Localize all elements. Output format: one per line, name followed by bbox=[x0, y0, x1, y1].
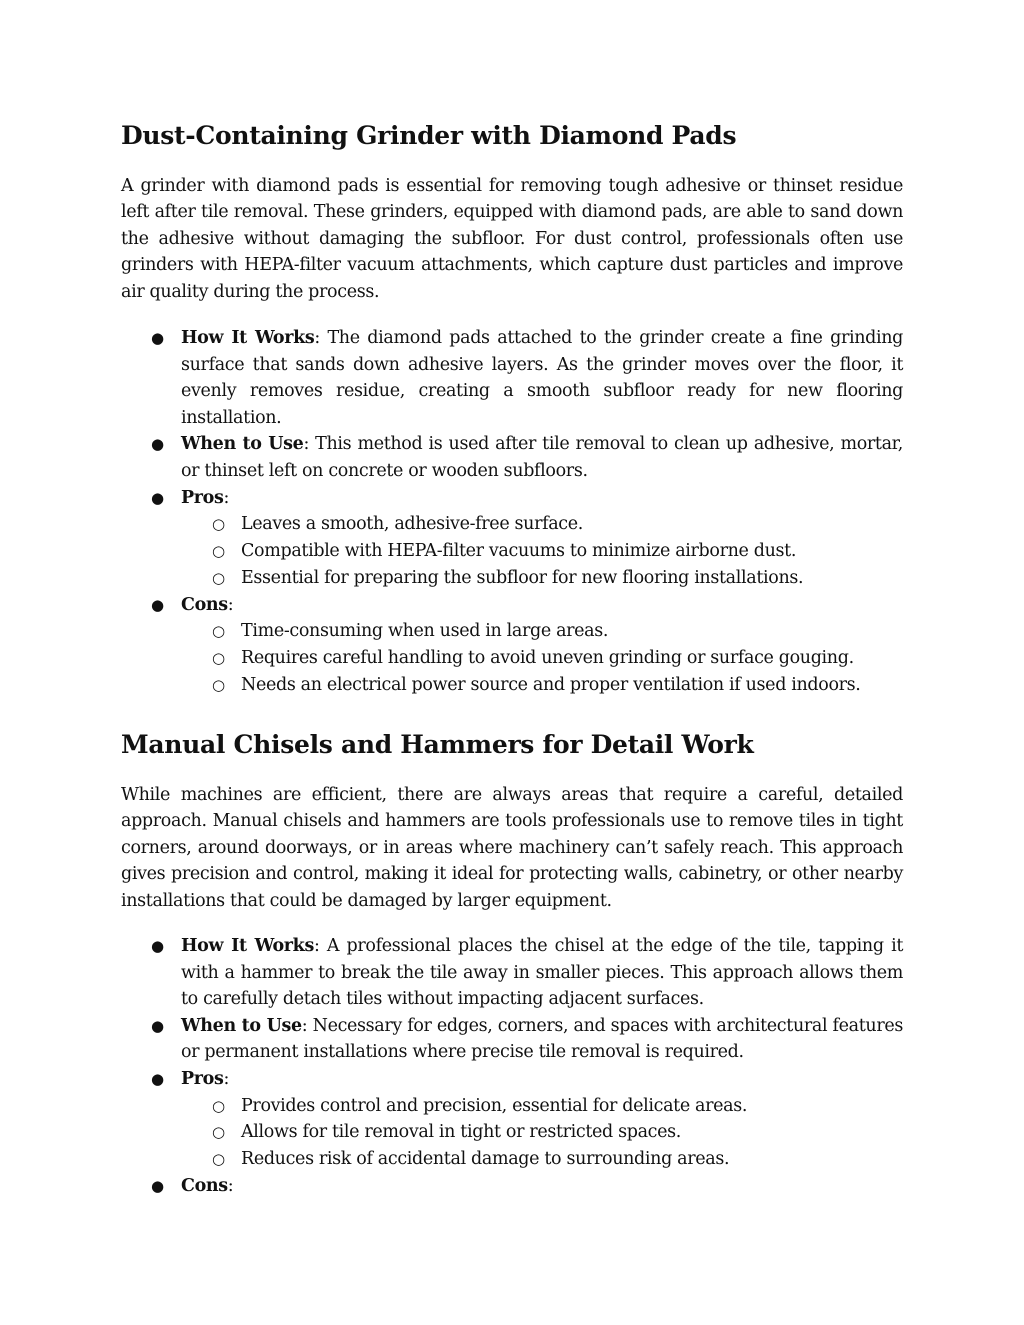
item-colon: : bbox=[227, 594, 234, 615]
section-paragraph-chisels: While machines are efficient, there are always areas that require a careful, detailed approach. Manual chisels and hammers are tools professionals use to remove tiles in tight corners, around doorways, or in areas where machinery can’t safely reach. This approach gives precision and control, making it ideal for protecting walls, cabinetry, or other nearby installations that could be damaged by larger equipment. bbox=[121, 785, 903, 911]
item-label: Cons bbox=[181, 1175, 228, 1196]
sub-item-text: Requires careful handling to avoid uneven grinding or surface gouging. bbox=[241, 647, 854, 668]
list-item-how-it-works bbox=[121, 325, 903, 431]
item-text: : A professional places the chisel at the edge of the tile, tapping it with a hammer to break the tile away in smaller pieces. This approach allows them to carefully detach tiles without impacting adjacent surfaces. bbox=[181, 936, 903, 1010]
sub-list-item bbox=[121, 538, 903, 565]
circle-bullet-icon: ○ bbox=[212, 648, 225, 667]
circle-bullet-icon: ○ bbox=[212, 1096, 225, 1115]
bullet-list-chisels bbox=[121, 933, 903, 1200]
sub-item-text: Needs an electrical power source and proper ventilation if used indoors. bbox=[241, 674, 861, 695]
bullet-list-grinder bbox=[121, 325, 903, 699]
list-item-how-it-works bbox=[121, 933, 903, 1013]
item-label: Pros bbox=[181, 487, 224, 508]
pros-sublist bbox=[181, 511, 903, 591]
item-label: Pros bbox=[181, 1068, 224, 1089]
bullet-icon: ● bbox=[151, 595, 164, 614]
sub-item-text: Time-consuming when used in large areas. bbox=[241, 621, 609, 642]
sub-list-item bbox=[121, 672, 903, 699]
list-item-when-to-use bbox=[121, 431, 903, 484]
bullet-icon: ● bbox=[151, 937, 164, 955]
circle-bullet-icon: ○ bbox=[212, 515, 225, 534]
sub-item-text: Allows for tile removal in tight or restricted spaces. bbox=[241, 1122, 681, 1143]
item-label: When to Use bbox=[181, 1015, 302, 1036]
sub-list-item bbox=[121, 1146, 903, 1173]
sub-list-item bbox=[121, 565, 903, 592]
circle-bullet-icon: ○ bbox=[212, 622, 225, 641]
sub-list-item bbox=[121, 511, 903, 538]
bullet-icon: ● bbox=[151, 488, 164, 507]
section-heading-chisels: Manual Chisels and Hammers for Detail Work bbox=[121, 730, 754, 759]
circle-bullet-icon: ○ bbox=[212, 1150, 225, 1169]
cons-sublist bbox=[181, 618, 903, 698]
sub-list-item bbox=[121, 1119, 903, 1146]
sub-list-item bbox=[121, 645, 903, 672]
list-item-cons bbox=[121, 1173, 903, 1200]
circle-bullet-icon: ○ bbox=[212, 568, 225, 587]
sub-item-text: Reduces risk of accidental damage to surrounding areas. bbox=[241, 1149, 730, 1170]
item-colon: : bbox=[223, 487, 230, 508]
sub-list-item bbox=[121, 618, 903, 645]
list-item-when-to-use bbox=[121, 1013, 903, 1066]
item-text: : The diamond pads attached to the grinder create a fine grinding surface that sands down adhesive layers. As the grinder moves over the floor, it evenly removes residue, creating a smooth subfloor ready for new flooring installation. bbox=[181, 328, 903, 428]
bullet-icon: ● bbox=[151, 329, 164, 347]
item-text: : Necessary for edges, corners, and spaces with architectural features or permanent installations where precise tile removal is required. bbox=[181, 1015, 903, 1063]
sub-item-text: Provides control and precision, essential for delicate areas. bbox=[241, 1095, 748, 1116]
item-text: : This method is used after tile removal to clean up adhesive, mortar, or thinset left on concrete or wooden subfloors. bbox=[181, 434, 903, 481]
circle-bullet-icon: ○ bbox=[212, 675, 225, 694]
bullet-icon: ● bbox=[151, 1176, 164, 1195]
item-label: When to Use bbox=[181, 434, 304, 455]
item-colon: : bbox=[223, 1068, 230, 1089]
bullet-icon: ● bbox=[151, 1016, 164, 1035]
bullet-icon: ● bbox=[151, 435, 164, 454]
item-label: Cons bbox=[181, 594, 228, 615]
item-label: How It Works bbox=[181, 328, 315, 348]
list-item-cons bbox=[121, 592, 903, 699]
item-label: How It Works bbox=[181, 936, 314, 956]
section-paragraph-grinder: A grinder with diamond pads is essential for removing tough adhesive or thinset residue left after tile removal. These grinders, equipped with diamond pads, are able to sand down the adhesive without damaging the subfloor. For dust control, professionals often use grinders with HEPA-filter vacuum attachments, which capture dust particles and improve air quality during the process. bbox=[121, 176, 903, 302]
item-colon: : bbox=[227, 1175, 234, 1196]
section-heading-grinder: Dust-Containing Grinder with Diamond Pads bbox=[121, 121, 737, 150]
list-item-pros bbox=[121, 485, 903, 592]
list-item-pros bbox=[121, 1066, 903, 1173]
pros-sublist bbox=[181, 1093, 903, 1173]
circle-bullet-icon: ○ bbox=[212, 1123, 225, 1142]
sub-list-item bbox=[121, 1093, 903, 1120]
bullet-icon: ● bbox=[151, 1069, 164, 1088]
sub-item-text: Leaves a smooth, adhesive-free surface. bbox=[241, 514, 583, 535]
circle-bullet-icon: ○ bbox=[212, 541, 225, 560]
sub-item-text: Essential for preparing the subfloor for new flooring installations. bbox=[241, 567, 804, 588]
sub-item-text: Compatible with HEPA-filter vacuums to minimize airborne dust. bbox=[241, 540, 797, 561]
